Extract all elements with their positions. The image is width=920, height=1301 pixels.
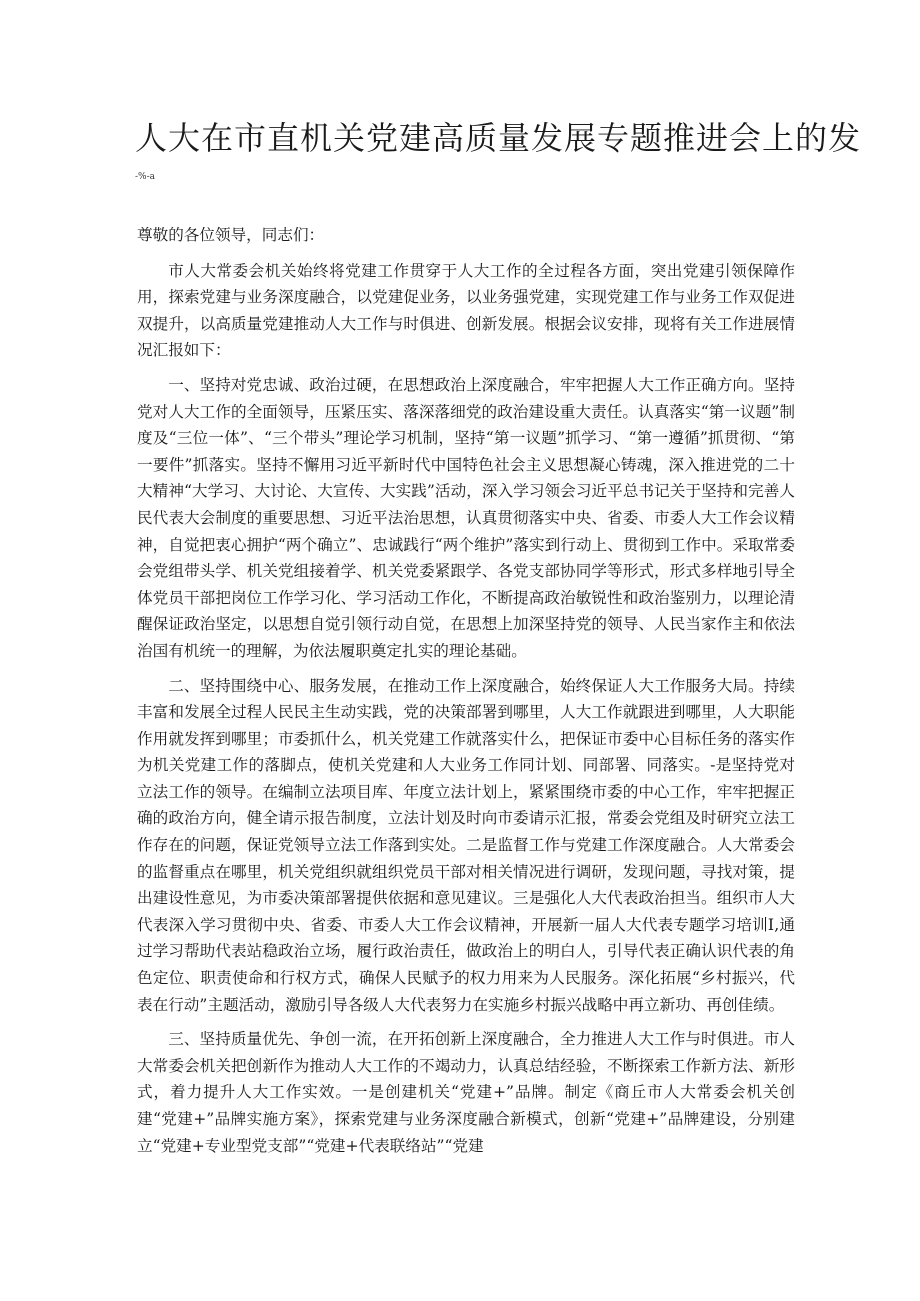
salutation: 尊敬的各位领导，同志们： — [137, 226, 325, 244]
paragraph-section-2: 二、坚持围绕中心、服务发展，在推动工作上深度融合，始终保证人大工作服务大局。持续丰富和发展全过程人民民主生动实践，党的决策部署到哪里，人大工作就跟进到哪里，人大职能作用就发挥到哪里；市委抓什么，机关党建工作就落实什么，把保证市委中心目标任务的落实作为机关党建工作的落脚点，使机关党建和人大业务工作同计划、同部署、同落实。-是坚持党对立法工作的领导。在编制立法项目库、年度立法计划上，紧紧围绕市委的中心工作，牢牢把握正确的政治方向，健全请示报告制度，立法计划及时向市委请示汇报，常委会党组及时研究立法工作存在的问题，保证党领导立法工作落到实处。二是监督工作与党建工作深度融合。人大常委会的监督重点在哪里，机关党组织就组织党员干部对相关情况进行调研，发现问题，寻找对策，提出建设性意见，为市委决策部署提供依据和意见建议。三是强化人大代表政治担当。组织市人大代表深入学习贯彻中央、省委、市委人大工作会议精神，开展新一届人大代表专题学习培训Ⅰ,通过学习帮助代表站稳政治立场，履行政治责任，做政治上的明白人，引导代表正确认识代表的角色定位、职责使命和行权方式，确保人民赋予的权力用来为人民服务。深化拓展“乡村振兴，代表在行动”主题活动，激励引导各级人大代表努力在实施乡村振兴战略中再立新功、再创佳绩。 — [137, 676, 795, 1014]
paragraph-section-3: 三、坚持质量优先、争创一流，在开拓创新上深度融合，全力推进人大工作与时俱进。市人大常委会机关把创新作为推动人大工作的不竭动力，认真总结经验，不断探索工作新方法、新形式，着力提升人大工作实效。一是创建机关“党建+”品牌。制定《商丘市人大常委会机关创建“党建+”品牌实施方案》，探索党建与业务深度融合新模式，创新“党建+”品牌建设，分别建立“党建+专业型党支部”“党建+代表联络站”“党建 — [137, 1030, 795, 1155]
document-title: 人大在市直机关党建高质量发展专题推进会上的发 — [135, 119, 862, 157]
paragraph-intro: 市人大常委会机关始终将党建工作贯穿于人大工作的全过程各方面，突出党建引领保障作用，探索党建与业务深度融合，以党建促业务，以业务强党建，实现党建工作与业务工作双促进双提升，以高质量党建推动人大工作与时俱进、创新发展。根据会议安排，现将有关工作进展情况汇报如下： — [137, 261, 795, 360]
paragraph-section-1: 一、坚持对党忠诚、政治过硬，在思想政治上深度融合，牢牢把握人大工作正确方向。坚持党对人大工作的全面领导，压紧压实、落深落细党的政治建设重大责任。认真落实“第一议题”制度及“三位一体”、“三个带头”理论学习机制，坚持“第一议题”抓学习、“第一遵循”抓贯彻、“第一要件”抓落实。坚持不懈用习近平新时代中国特色社会主义思想凝心铸魂，深入推进党的二十大精神“大学习、大讨论、大宣传、大实践”活动，深入学习领会习近平总书记关于坚持和完善人民代表大会制度的重要思想、习近平法治思想，认真贯彻落实中央、省委、市委人大工作会议精神，自觉把衷心拥护“两个确立”、忠诚践行“两个维护”落实到行动上、贯彻到工作中。采取常委会党组带头学、机关党组接着学、机关党委紧跟学、各党支部协同学等形式，形式多样地引导全体党员干部把岗位工作学习化、学习活动工作化，不断提高政治敏锐性和政治鉴别力，以理论清醒保证政治坚定，以思想自觉引领行动自觉，在思想上加深坚持党的领导、人民当家作主和依法治国有机统一的理解，为依法履职奠定扎实的理论基础。 — [137, 375, 795, 660]
document-subtitle: -%-a — [135, 172, 155, 182]
document-body — [137, 222, 795, 1167]
